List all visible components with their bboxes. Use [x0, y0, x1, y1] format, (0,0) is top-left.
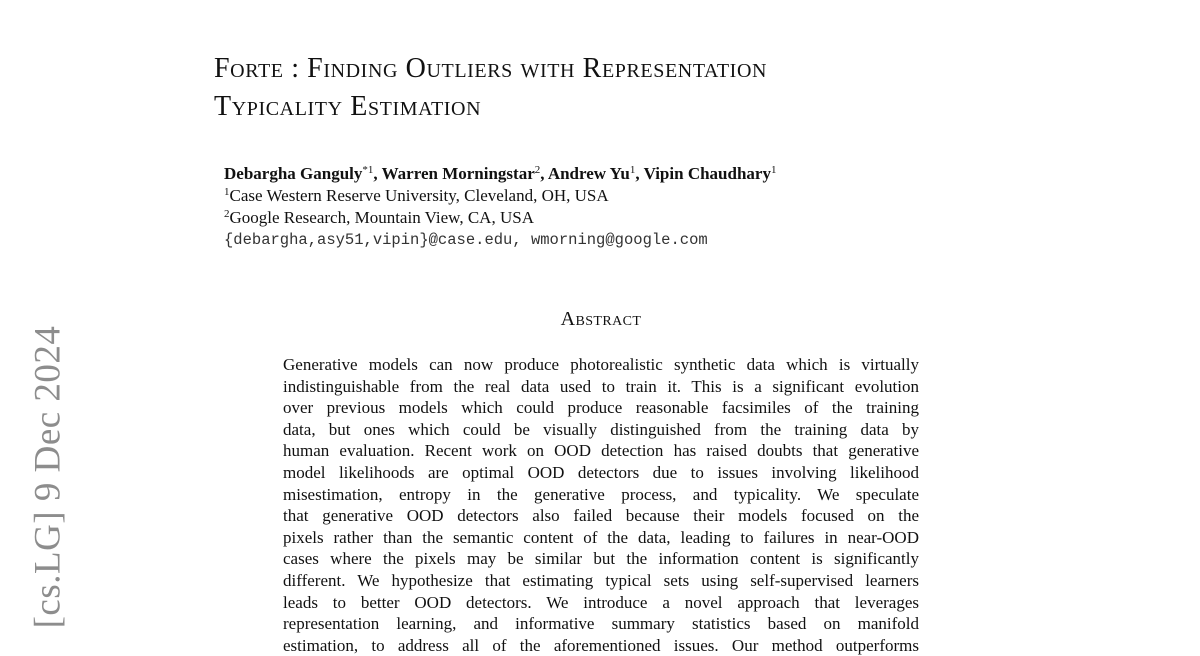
title-line-1: Forte : Finding Outliers with Representation — [214, 53, 768, 84]
author-name: Vipin Chaudhary — [643, 164, 771, 183]
abstract-line: that generative OOD detectors also failed because their models focused on the — [283, 506, 919, 526]
author-affil-marker: 1 — [770, 164, 777, 176]
affiliation-text: Case Western Reserve University, Cleveland, OH, USA — [229, 186, 609, 205]
affiliation-2 — [224, 207, 534, 229]
abstract-line: indistinguishable from the real data used to train it. This is a significant evolution — [283, 376, 919, 396]
author-name: Debargha Ganguly — [224, 164, 363, 183]
abstract-line: estimation, to address all of the aforementioned issues. Our method outperforms — [283, 635, 919, 655]
title-line-2: Typicality Estimation — [214, 91, 482, 122]
abstract-line: representation learning, and informative summary statistics based on manifold — [283, 614, 919, 634]
abstract-line: over previous models which could produce reasonable facsimiles of the training — [283, 398, 919, 418]
author-name: Andrew Yu — [547, 164, 630, 183]
affiliation-text: Google Research, Mountain View, CA, USA — [229, 208, 534, 227]
abstract-line: model likelihoods are optimal OOD detectors due to issues involving likelihood — [283, 462, 919, 482]
affiliation-marker: 1 — [224, 186, 230, 198]
author-list — [224, 163, 776, 185]
author-separator: , — [635, 164, 644, 183]
paper-title — [214, 50, 1044, 126]
abstract-line: different. We hypothesize that estimating typical sets using self-supervised learners — [283, 570, 919, 590]
arxiv-sidebar-stamp — [28, 316, 68, 638]
abstract-body — [283, 354, 919, 656]
author-name: Warren Morningstar — [381, 164, 535, 183]
abstract-line: human evaluation. Recent work on OOD detection has raised doubts that generative — [283, 441, 919, 461]
author-emails: {debargha,asy51,vipin}@case.edu, wmorning@google.com — [224, 231, 708, 249]
abstract-line: data, but ones which could be visually distinguished from the training data by — [283, 419, 919, 439]
author-separator: , — [540, 164, 548, 183]
abstract-heading: Abstract — [560, 308, 642, 330]
author-affil-marker: 1 — [629, 164, 636, 176]
abstract-line: cases where the pixels may be similar but the information content is significantly — [283, 549, 919, 569]
affiliation-marker: 2 — [224, 208, 230, 220]
author-affil-marker: *1 — [362, 164, 374, 176]
abstract-line: pixels rather than the semantic content of the data, leading to failures in near-OOD — [283, 527, 919, 547]
arxiv-stamp-text: [cs.LG] 9 Dec 2024 — [27, 325, 69, 629]
affiliation-1 — [224, 185, 609, 207]
author-affil-marker: 2 — [534, 164, 541, 176]
author-separator: , — [373, 164, 382, 183]
abstract-line: leads to better OOD detectors. We introduce a novel approach that leverages — [283, 592, 919, 612]
abstract-line: Generative models can now produce photorealistic synthetic data which is virtually — [283, 355, 919, 374]
abstract-line: misestimation, entropy in the generative process, and typicality. We speculate — [283, 484, 919, 504]
